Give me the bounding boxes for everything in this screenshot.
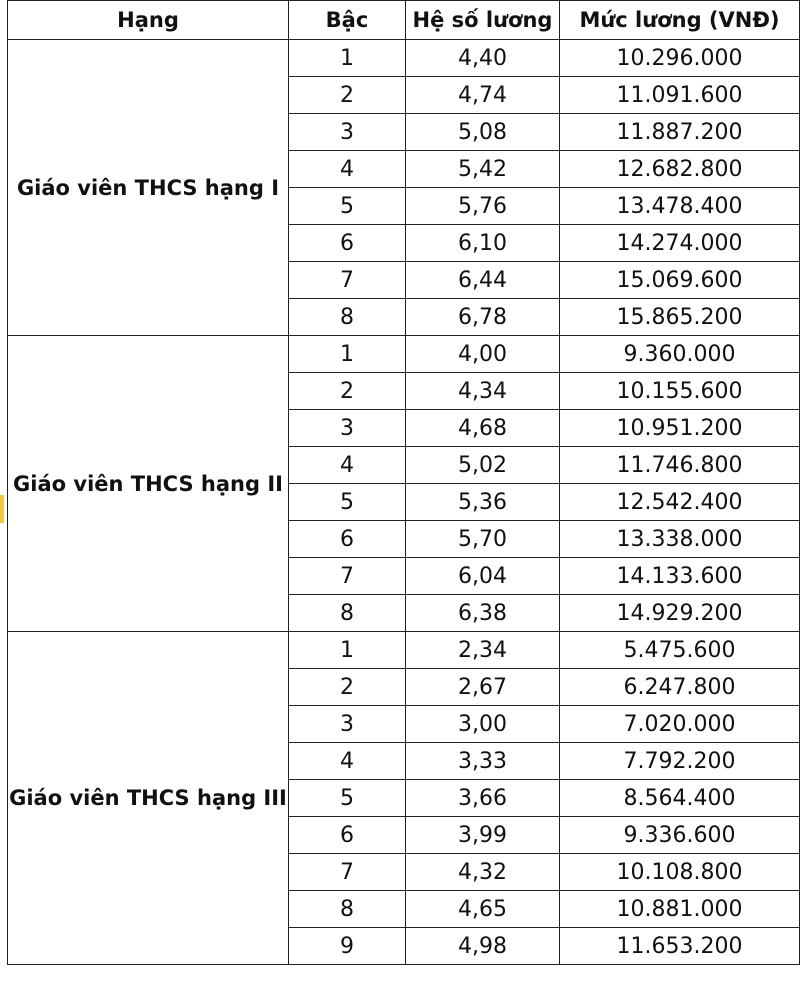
cell-he-so[interactable]: 4,32 — [406, 854, 560, 891]
cell-muc-luong[interactable]: 10.108.800 — [560, 854, 800, 891]
cell-bac[interactable]: 7 — [289, 854, 406, 891]
cell-muc-luong[interactable]: 10.881.000 — [560, 891, 800, 928]
cell-hang[interactable]: Giáo viên THCS hạng III — [8, 632, 289, 965]
cell-he-so[interactable]: 3,00 — [406, 706, 560, 743]
cell-he-so[interactable]: 5,76 — [406, 188, 560, 225]
cell-muc-luong[interactable]: 9.360.000 — [560, 336, 800, 373]
cell-he-so[interactable]: 2,34 — [406, 632, 560, 669]
cell-he-so[interactable]: 5,42 — [406, 151, 560, 188]
cell-he-so[interactable]: 3,66 — [406, 780, 560, 817]
cell-muc-luong[interactable]: 8.564.400 — [560, 780, 800, 817]
cell-bac[interactable]: 4 — [289, 447, 406, 484]
cell-bac[interactable]: 5 — [289, 188, 406, 225]
cell-muc-luong[interactable]: 9.336.600 — [560, 817, 800, 854]
header-row — [8, 1, 800, 40]
cell-he-so[interactable]: 4,40 — [406, 40, 560, 77]
cell-muc-luong[interactable]: 12.542.400 — [560, 484, 800, 521]
table-row — [8, 632, 800, 669]
cell-bac[interactable]: 7 — [289, 262, 406, 299]
salary-table — [7, 0, 800, 965]
cell-muc-luong[interactable]: 13.338.000 — [560, 521, 800, 558]
header-muc-luong[interactable]: Mức lương (VNĐ) — [560, 1, 800, 40]
cell-muc-luong[interactable]: 10.155.600 — [560, 373, 800, 410]
cell-muc-luong[interactable]: 14.133.600 — [560, 558, 800, 595]
cell-bac[interactable]: 2 — [289, 77, 406, 114]
cell-bac[interactable]: 7 — [289, 558, 406, 595]
cell-bac[interactable]: 9 — [289, 928, 406, 965]
cell-he-so[interactable]: 4,65 — [406, 891, 560, 928]
selected-row-marker — [0, 495, 4, 523]
cell-muc-luong[interactable]: 11.653.200 — [560, 928, 800, 965]
cell-he-so[interactable]: 3,99 — [406, 817, 560, 854]
cell-he-so[interactable]: 6,04 — [406, 558, 560, 595]
cell-he-so[interactable]: 5,70 — [406, 521, 560, 558]
cell-muc-luong[interactable]: 14.274.000 — [560, 225, 800, 262]
table-row — [8, 336, 800, 373]
cell-he-so[interactable]: 6,44 — [406, 262, 560, 299]
cell-he-so[interactable]: 6,38 — [406, 595, 560, 632]
cell-he-so[interactable]: 6,10 — [406, 225, 560, 262]
cell-muc-luong[interactable]: 7.020.000 — [560, 706, 800, 743]
cell-muc-luong[interactable]: 6.247.800 — [560, 669, 800, 706]
header-bac[interactable]: Bậc — [289, 1, 406, 40]
cell-bac[interactable]: 3 — [289, 410, 406, 447]
header-he-so[interactable]: Hệ số lương — [406, 1, 560, 40]
table-row — [8, 40, 800, 77]
cell-he-so[interactable]: 2,67 — [406, 669, 560, 706]
cell-bac[interactable]: 3 — [289, 114, 406, 151]
cell-he-so[interactable]: 5,02 — [406, 447, 560, 484]
cell-muc-luong[interactable]: 14.929.200 — [560, 595, 800, 632]
cell-bac[interactable]: 4 — [289, 743, 406, 780]
cell-muc-luong[interactable]: 15.069.600 — [560, 262, 800, 299]
cell-he-so[interactable]: 5,08 — [406, 114, 560, 151]
cell-bac[interactable]: 3 — [289, 706, 406, 743]
cell-bac[interactable]: 1 — [289, 632, 406, 669]
header-hang[interactable]: Hạng — [8, 1, 289, 40]
cell-bac[interactable]: 5 — [289, 484, 406, 521]
cell-bac[interactable]: 1 — [289, 336, 406, 373]
cell-he-so[interactable]: 4,68 — [406, 410, 560, 447]
cell-muc-luong[interactable]: 7.792.200 — [560, 743, 800, 780]
cell-he-so[interactable]: 4,00 — [406, 336, 560, 373]
cell-muc-luong[interactable]: 15.865.200 — [560, 299, 800, 336]
cell-he-so[interactable]: 4,34 — [406, 373, 560, 410]
cell-hang[interactable]: Giáo viên THCS hạng I — [8, 40, 289, 336]
cell-muc-luong[interactable]: 13.478.400 — [560, 188, 800, 225]
cell-bac[interactable]: 8 — [289, 299, 406, 336]
cell-muc-luong[interactable]: 11.091.600 — [560, 77, 800, 114]
cell-he-so[interactable]: 3,33 — [406, 743, 560, 780]
cell-he-so[interactable]: 4,98 — [406, 928, 560, 965]
cell-muc-luong[interactable]: 12.682.800 — [560, 151, 800, 188]
table-body — [8, 40, 800, 965]
cell-muc-luong[interactable]: 10.296.000 — [560, 40, 800, 77]
cell-bac[interactable]: 4 — [289, 151, 406, 188]
cell-bac[interactable]: 5 — [289, 780, 406, 817]
cell-muc-luong[interactable]: 10.951.200 — [560, 410, 800, 447]
cell-bac[interactable]: 6 — [289, 225, 406, 262]
cell-bac[interactable]: 2 — [289, 373, 406, 410]
cell-he-so[interactable]: 6,78 — [406, 299, 560, 336]
cell-he-so[interactable]: 5,36 — [406, 484, 560, 521]
cell-bac[interactable]: 6 — [289, 817, 406, 854]
cell-muc-luong[interactable]: 11.746.800 — [560, 447, 800, 484]
cell-muc-luong[interactable]: 11.887.200 — [560, 114, 800, 151]
cell-he-so[interactable]: 4,74 — [406, 77, 560, 114]
cell-bac[interactable]: 8 — [289, 595, 406, 632]
cell-muc-luong[interactable]: 5.475.600 — [560, 632, 800, 669]
cell-bac[interactable]: 8 — [289, 891, 406, 928]
cell-bac[interactable]: 6 — [289, 521, 406, 558]
cell-bac[interactable]: 2 — [289, 669, 406, 706]
cell-hang[interactable]: Giáo viên THCS hạng II — [8, 336, 289, 632]
cell-bac[interactable]: 1 — [289, 40, 406, 77]
